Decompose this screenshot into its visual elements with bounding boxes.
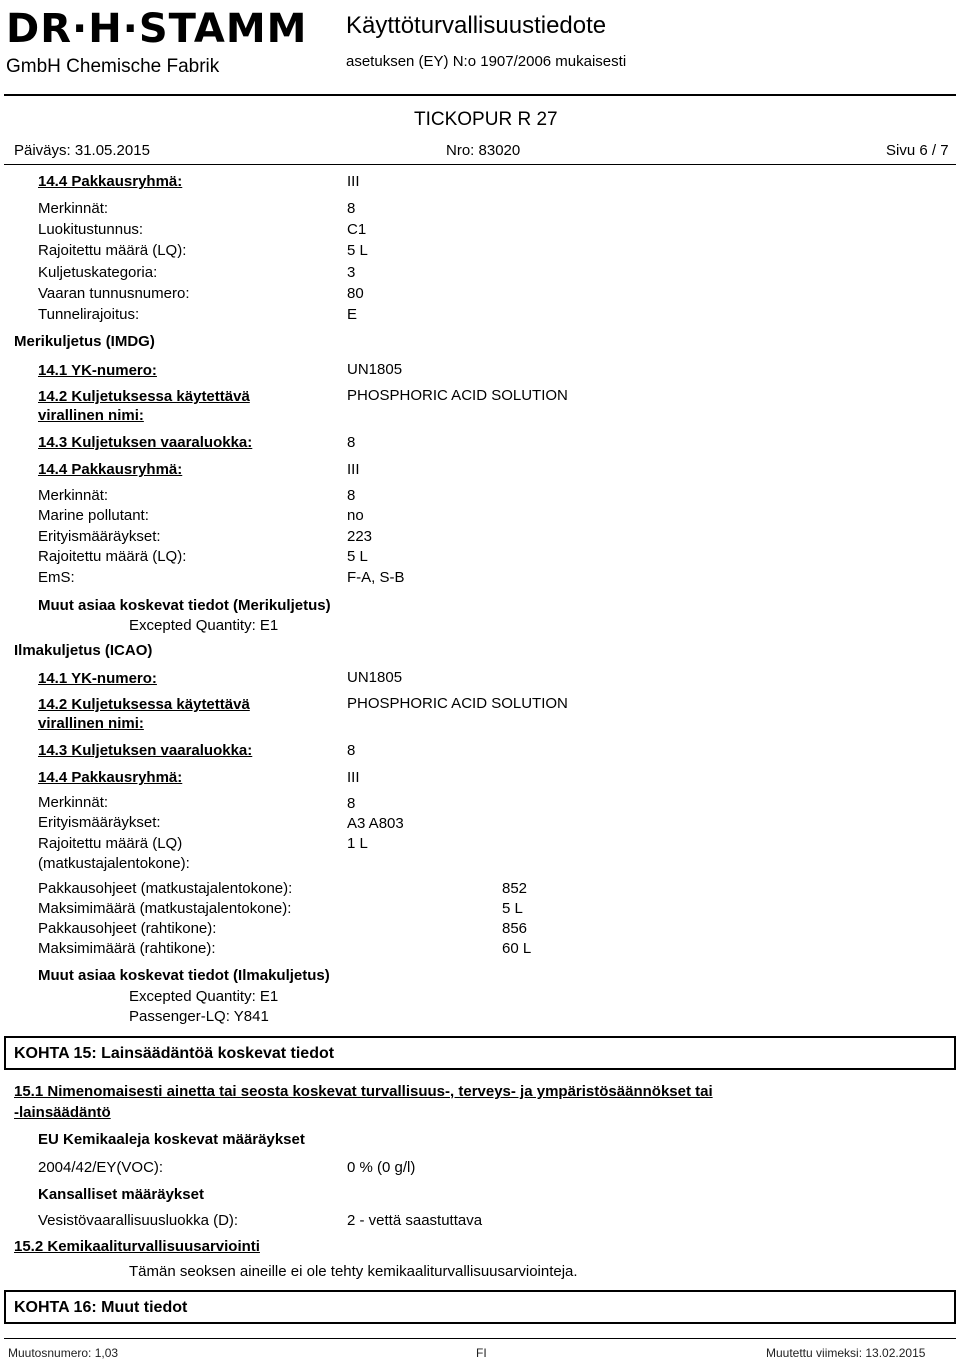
air-class-label: 14.3 Kuljetuksen vaaraluokka:: [38, 742, 253, 759]
sea-group-value: III: [347, 461, 360, 478]
air-row-label-cont: (matkustajalentokone):: [38, 855, 190, 872]
sea-name-value: PHOSPHORIC ACID SOLUTION: [347, 387, 568, 404]
sea-row-value: 223: [347, 528, 373, 545]
air-pack-label: Pakkausohjeet (matkustajalentokone):: [38, 880, 293, 897]
air-name-value: PHOSPHORIC ACID SOLUTION: [347, 695, 568, 712]
sea-row-label: Merkinnät:: [38, 487, 109, 504]
national-regulations-heading: Kansalliset määräykset: [38, 1186, 204, 1203]
sea-name-label-cont: virallinen nimi:: [38, 407, 144, 424]
air-row-label: Erityismääräykset:: [38, 814, 161, 831]
sea-row-label: Erityismääräykset:: [38, 528, 161, 545]
air-name-label-cont: virallinen nimi:: [38, 715, 144, 732]
section-15-2-text: Tämän seoksen aineille ei ole tehty kemikaaliturvallisuusarviointeja.: [129, 1263, 578, 1280]
road-row-value: 8: [347, 200, 356, 217]
section-15-1-heading: 15.1 Nimenomaisesti ainetta tai seosta koskevat turvallisuus-, terveys- ja ympäristösäännökset tai: [14, 1083, 713, 1100]
sea-name-label: 14.2 Kuljetuksessa käytettävä: [38, 388, 250, 405]
sea-other-heading: Muut asiaa koskevat tiedot (Merikuljetus): [38, 597, 331, 614]
voc-value: 0 % (0 g/l): [347, 1159, 416, 1176]
road-row-value: 5 L: [347, 242, 368, 259]
section-15-title: KOHTA 15: Lainsäädäntöä koskevat tiedot: [14, 1045, 335, 1062]
water-hazard-label: Vesistövaarallisuusluokka (D):: [38, 1212, 239, 1229]
document-title: Käyttöturvallisuustiedote: [346, 12, 607, 39]
sea-other-text: Excepted Quantity: E1: [129, 617, 279, 634]
road-row-label: Vaaran tunnusnumero:: [38, 285, 190, 302]
footer-revision: Muutosnumero: 1,03: [8, 1346, 119, 1360]
air-pack-value: 852: [502, 880, 528, 897]
footer-divider: [4, 1338, 956, 1339]
road-row-value: C1: [347, 221, 367, 238]
air-row-value: 1 L: [347, 835, 368, 852]
air-class-value: 8: [347, 742, 356, 759]
sea-row-value: no: [347, 507, 364, 524]
sea-row-value: 8: [347, 487, 356, 504]
air-pack-value: 5 L: [502, 900, 523, 917]
road-row-label: Rajoitettu määrä (LQ):: [38, 242, 187, 259]
road-row-label: Luokitustunnus:: [38, 221, 144, 238]
sea-row-value: 5 L: [347, 548, 368, 565]
air-other-text: Excepted Quantity: E1: [129, 988, 279, 1005]
air-row-label: Rajoitettu määrä (LQ): [38, 835, 183, 852]
road-row-label: Kuljetuskategoria:: [38, 264, 158, 281]
section-15-1-heading-cont: -lainsäädäntö: [14, 1104, 111, 1121]
sea-row-label: Marine pollutant:: [38, 507, 149, 524]
document-date: Päiväys: 31.05.2015: [14, 142, 150, 159]
document-subtitle: asetuksen (EY) N:o 1907/2006 mukaisesti: [346, 53, 627, 70]
footer-modified: Muutettu viimeksi: 13.02.2015: [766, 1346, 926, 1360]
air-pack-value: 60 L: [502, 940, 532, 957]
header-bottom-divider: [4, 164, 956, 165]
air-pack-label: Maksimimäärä (rahtikone):: [38, 940, 216, 957]
road-row-value: 80: [347, 285, 364, 302]
road-row-value: 3: [347, 264, 356, 281]
sea-row-label: EmS:: [38, 569, 75, 586]
sea-class-label: 14.3 Kuljetuksen vaaraluokka:: [38, 434, 253, 451]
voc-label: 2004/42/EY(VOC):: [38, 1159, 164, 1176]
road-row-label: Merkinnät:: [38, 200, 109, 217]
air-group-label: 14.4 Pakkausryhmä:: [38, 769, 183, 786]
air-row-value: A3 A803: [347, 815, 404, 832]
water-hazard-value: 2 - vettä saastuttava: [347, 1212, 483, 1229]
air-un-label: 14.1 YK-numero:: [38, 670, 157, 687]
air-pack-label: Pakkausohjeet (rahtikone):: [38, 920, 217, 937]
air-heading: Ilmakuljetus (ICAO): [14, 642, 153, 659]
page-number: Sivu 6 / 7: [886, 142, 949, 159]
sea-group-label: 14.4 Pakkausryhmä:: [38, 461, 183, 478]
company-subtitle: GmbH Chemische Fabrik: [6, 56, 220, 77]
air-pack-label: Maksimimäärä (matkustajalentokone):: [38, 900, 292, 917]
air-row-value: 8: [347, 795, 356, 812]
header-divider: [4, 94, 956, 96]
air-name-label: 14.2 Kuljetuksessa käytettävä: [38, 696, 250, 713]
road-group-value: III: [347, 173, 360, 190]
sea-heading: Merikuljetus (IMDG): [14, 333, 155, 350]
company-logo: DR·H·STAMM: [6, 6, 308, 52]
section-16-title: KOHTA 16: Muut tiedot: [14, 1299, 188, 1316]
footer-language: FI: [476, 1346, 487, 1360]
air-un-value: UN1805: [347, 669, 403, 686]
air-group-value: III: [347, 769, 360, 786]
sea-row-label: Rajoitettu määrä (LQ):: [38, 548, 187, 565]
road-row-value: E: [347, 306, 358, 323]
air-row-label: Merkinnät:: [38, 794, 109, 811]
eu-regulations-heading: EU Kemikaaleja koskevat määräykset: [38, 1131, 305, 1148]
sea-un-value: UN1805: [347, 361, 403, 378]
sea-class-value: 8: [347, 434, 356, 451]
sea-row-value: F-A, S-B: [347, 569, 405, 586]
air-other-heading: Muut asiaa koskevat tiedot (Ilmakuljetus): [38, 967, 330, 984]
product-name: TICKOPUR R 27: [414, 109, 558, 130]
air-pack-value: 856: [502, 920, 528, 937]
sea-un-label: 14.1 YK-numero:: [38, 362, 157, 379]
section-15-2-heading: 15.2 Kemikaaliturvallisuusarviointi: [14, 1238, 260, 1255]
road-row-label: Tunnelirajoitus:: [38, 306, 140, 323]
road-group-label: 14.4 Pakkausryhmä:: [38, 173, 183, 190]
air-other-text: Passenger-LQ: Y841: [129, 1008, 269, 1025]
document-number: Nro: 83020: [446, 142, 521, 159]
